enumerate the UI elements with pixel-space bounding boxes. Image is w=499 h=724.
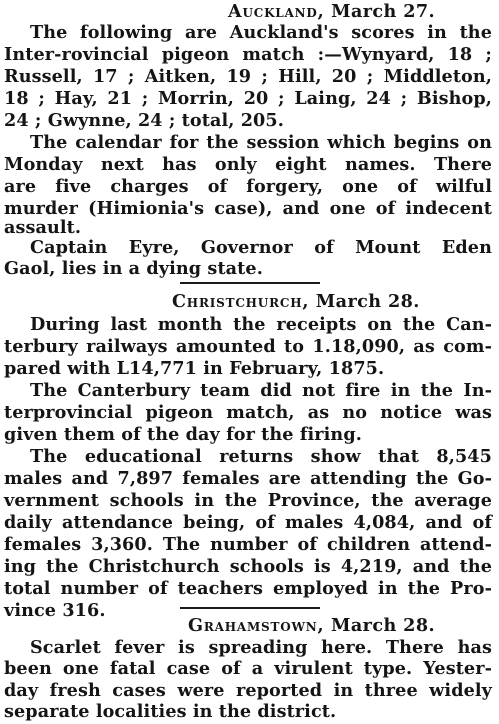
text-line: are five charges of forgery, one of wilful [4,176,492,197]
text-line: Russell, 17 ; Aitken, 19 ; Hill, 20 ; Middleton, [4,66,492,87]
text-line: Monday next has only eight names. There [4,154,492,175]
text-line: been one fatal case of a virulent type. Yester- [4,658,492,679]
text-line: murder (Himionia's case), and one of indecent [4,198,492,219]
text-line: During last month the receipts on the Can- [30,314,492,335]
text-line: vince 316. [4,600,106,621]
text-line: pared with L14,771 in February, 1875. [4,358,385,379]
text-line: assault. [4,217,82,238]
dateline-place: Grahamstown, [188,615,325,636]
text-line: The following are Auckland's scores in the [30,22,492,43]
section-divider [180,607,320,609]
dateline-date: March 28. [315,291,420,312]
text-line: Gaol, lies in a dying state. [4,258,263,279]
text-line: vernment schools in the Province, the average [4,490,492,511]
dateline-date: March 27. [331,1,436,22]
text-line: The calendar for the session which begins on [30,132,492,153]
text-line: terprovincial pigeon match, as no notice was [4,402,492,423]
text-line: total number of teachers employed in the Pro- [4,578,492,599]
text-line: Inter-rovincial pigeon match :—Wynyard, 18 ; [4,44,492,65]
section-divider [180,282,320,284]
text-line: Scarlet fever is spreading here. There has [30,637,492,658]
text-line: daily attendance being, of males 4,084, and of [4,512,492,533]
text-line: given them of the day for the firing. [4,424,362,445]
text-line: The Canterbury team did not fire in the In- [30,380,492,401]
dateline-grahamstown [188,614,435,638]
text-line: separate localities in the district. [4,701,337,722]
text-line: day fresh cases were reported in three widely [4,680,492,701]
text-line: 18 ; Hay, 21 ; Morrin, 20 ; Laing, 24 ; Bishop, [4,88,492,109]
dateline-date: March 28. [331,615,435,636]
dateline-place: Christchurch, [172,291,310,312]
text-line: 24 ; Gwynne, 24 ; total, 205. [4,110,284,131]
text-line: Captain Eyre, Governor of Mount Eden [30,237,492,258]
dateline-place: Auckland, [228,1,325,22]
text-line: males and 7,897 females are attending the Go- [4,468,492,489]
text-line: The educational returns show that 8,545 [30,446,492,467]
dateline-christchurch [172,290,420,314]
text-line: females 3,360. The number of children attend- [4,534,492,555]
text-line: terbury railways amounted to 1.18,090, as com- [4,336,492,357]
text-line: ing the Christchurch schools is 4,219, and the [4,556,492,577]
